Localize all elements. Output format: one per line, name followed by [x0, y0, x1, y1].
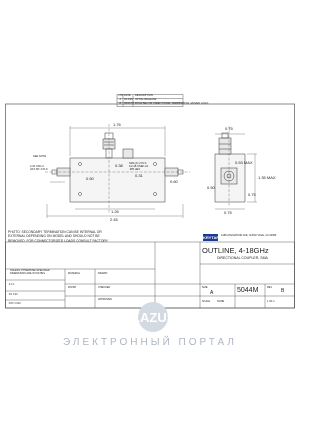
left-view — [45, 124, 190, 214]
dim-right-width: 0.50 — [207, 185, 215, 190]
approval-approved: APPROVED — [98, 298, 112, 301]
outline-drawing — [5, 94, 295, 309]
tolerance-xxx: .XXX ±.010 — [8, 302, 21, 305]
drawing-note: PHOTO: SECONDARY TERMINATION CAN BE INTERNAL OR EXTERNAL DEPENDING ON MODEL AND SHOULD NOT BE REMOVED. FOR CONNECTORIZED LOADS CONSULT FACTORY — [8, 230, 108, 243]
company-address: 1288 ANVILWOOD AVE, SUNNYVALE, CA 94089 — [221, 234, 277, 237]
dim-left-050: 0.50 — [86, 176, 94, 181]
sheet-value: 1 OF 1 — [267, 300, 275, 303]
callout-see-note: SEE NOTE — [33, 155, 47, 158]
scale-label: SCALE — [202, 300, 211, 303]
dim-left-top-width: 1.76 — [113, 122, 121, 127]
size-value: A — [210, 290, 214, 296]
dim-left-bottom-width: 2.45 — [110, 217, 118, 222]
dim-right-side: 0.75 — [248, 192, 256, 197]
dim-left-bottom-inner: 1.26 — [111, 209, 119, 214]
scale-value: NONE — [217, 300, 225, 303]
size-label: SIZE — [202, 286, 208, 289]
watermark-logo-icon — [120, 300, 185, 334]
dim-left-060: 0.60 — [170, 179, 178, 184]
dim-right-053: 0.53 MAX — [235, 160, 253, 165]
rev-row-a-date: 3/14/96 — [124, 98, 133, 101]
dim-right-height-max: 1.35 MAX — [258, 175, 276, 180]
watermark-text: ЭЛЕКТРОННЫЙ ПОРТАЛ — [63, 337, 237, 348]
rev-header-ltr: LTR — [118, 94, 124, 97]
watermark-logo-text: KAZUS — [130, 310, 176, 325]
rev-row-a-ltr: A — [119, 98, 122, 101]
rev-row-b-date: 08/21/07 — [124, 102, 135, 105]
dim-left-038: 0.38 — [115, 163, 123, 168]
approval-checked: CHECKED — [98, 286, 111, 289]
right-view — [215, 126, 245, 206]
drawing-title: OUTLINE, 4-18GHz — [202, 246, 269, 255]
company-logo: KRYTAR — [203, 235, 220, 240]
dim-left-031: 0.31 — [135, 173, 143, 178]
drawing-subtitle: DIRECTIONAL COUPLER, SMA — [217, 256, 268, 260]
title-block-unless-noted: UNLESS OTHERWISE SPECIFIED DIMENSIONS ARE IN INCHES — [10, 269, 50, 275]
rev-header-description: DESCRIPTION — [135, 94, 153, 97]
approval-drawn: DRAWN — [98, 272, 108, 275]
rev-label: REV — [267, 286, 273, 289]
drawing-number: 5044M — [237, 287, 259, 294]
rev-row-b-description: ROLE BELOW, DIRECTIONAL TERMINATION, MOVED LOGO — [135, 102, 209, 105]
dim-right-bottom-width: 0.75 — [224, 210, 232, 215]
rev-row-b-ltr: B — [119, 102, 122, 105]
tolerance-x: .X ±.1 — [8, 283, 15, 286]
rev-header-date: DATE — [124, 94, 131, 97]
tolerance-xx: .XX ±.03 — [8, 293, 18, 296]
title-block-finish: FINISH — [68, 286, 77, 289]
sheet-border — [6, 104, 295, 308]
rev-value: B — [281, 288, 285, 294]
rev-row-a-description: INITIAL RELEASE — [135, 98, 157, 101]
dim-right-top: 0.75 — [225, 126, 233, 131]
title-block-material: MATERIAL — [68, 272, 81, 275]
drawing-sheet — [5, 94, 295, 309]
callout-mounting-holes: 4-40 UNC-2 3/16 DP. 4 PLS — [30, 165, 48, 172]
callout-sma-connector: SMA (F) 2 PLS 1/2-28 UNEF-2A .385 HEX — [129, 162, 149, 172]
